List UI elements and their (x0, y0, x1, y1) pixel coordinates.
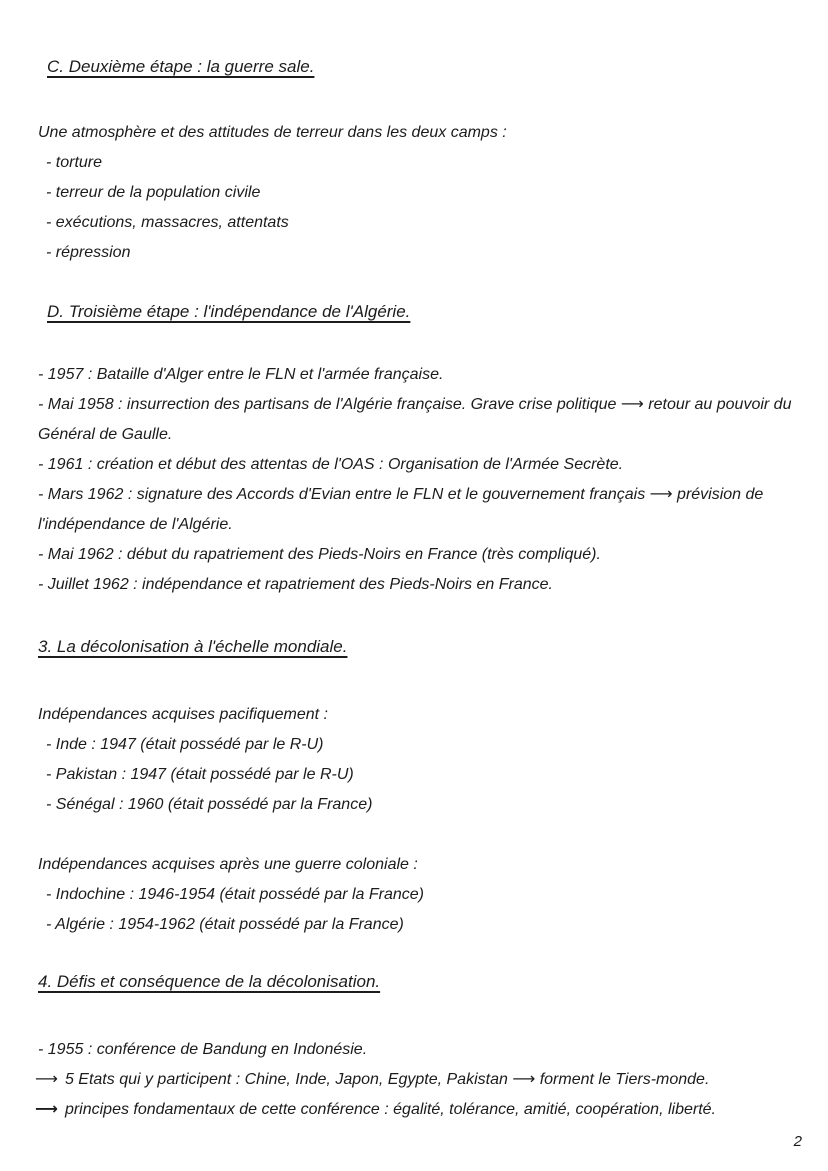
arrow-note-text: 5 Etats qui y participent : Chine, Inde, Japon, Egypte, Pakistan ⟶ forment le Tiers-monde. (64, 1071, 710, 1088)
paragraph-line: Indépendances acquises après une guerre coloniale : (38, 856, 418, 873)
section-heading-d: D. Troisième étape : l'indépendance de l'Algérie. (47, 302, 411, 321)
bullet-line: - terreur de la population civile (46, 184, 261, 201)
section-c-body (38, 118, 808, 268)
timeline-line: - Mars 1962 : signature des Accords d'Evian entre le FLN et le gouvernement français ⟶ prévision de (38, 486, 764, 503)
bullet-line: - Indochine : 1946-1954 (était possédé par la France) (46, 886, 425, 903)
bullet-line: - Algérie : 1954-1962 (était possédé par la France) (46, 916, 404, 933)
section-3-war (38, 850, 808, 940)
timeline-line-continuation: l'indépendance de l'Algérie. (38, 516, 233, 533)
arrow-note-text: principes fondamentaux de cette conférence : égalité, tolérance, amitié, coopération, liberté. (64, 1101, 716, 1118)
timeline-line: - 1957 : Bataille d'Alger entre le FLN et l'armée française. (38, 366, 444, 383)
timeline-line: - 1955 : conférence de Bandung en Indonésie. (38, 1041, 368, 1058)
bullet-line: - exécutions, massacres, attentats (46, 214, 289, 231)
timeline-line-continuation: Général de Gaulle. (38, 426, 173, 443)
timeline-line: - Mai 1958 : insurrection des partisans de l'Algérie française. Grave crise politique ⟶ retour au pouvoir du (38, 396, 792, 413)
section-d-body (38, 360, 808, 600)
paragraph-line: Indépendances acquises pacifiquement : (38, 706, 328, 723)
bullet-line: - Pakistan : 1947 (était possédé par le R-U) (46, 766, 354, 783)
section-4-body (35, 1035, 808, 1125)
paragraph-line: Une atmosphère et des attitudes de terreur dans les deux camps : (38, 124, 507, 141)
bullet-line: - Sénégal : 1960 (était possédé par la France) (46, 796, 373, 813)
bullet-line: - torture (46, 154, 103, 171)
section-heading-4: 4. Défis et conséquence de la décolonisation. (38, 972, 381, 991)
section-3-peaceful (38, 700, 808, 820)
timeline-line: - Juillet 1962 : indépendance et rapatriement des Pieds-Noirs en France. (38, 576, 553, 593)
section-heading-c: C. Deuxième étape : la guerre sale. (47, 57, 315, 76)
arrow-note-line (35, 1065, 808, 1095)
bullet-line: - Inde : 1947 (était possédé par le R-U) (46, 736, 324, 753)
timeline-line: - 1961 : création et début des attentas de l'OAS : Organisation de l'Armée Secrète. (38, 456, 624, 473)
section-heading-3: 3. La décolonisation à l'échelle mondiale. (38, 637, 348, 656)
bullet-line: - répression (46, 244, 131, 261)
arrow-note-line (35, 1095, 808, 1125)
long-arrow-icon: ⟶ (35, 1071, 58, 1088)
long-arrow-icon: ⟶ (35, 1101, 58, 1118)
timeline-line: - Mai 1962 : début du rapatriement des Pieds-Noirs en France (très compliqué). (38, 546, 601, 563)
page-number: 2 (793, 1133, 802, 1150)
